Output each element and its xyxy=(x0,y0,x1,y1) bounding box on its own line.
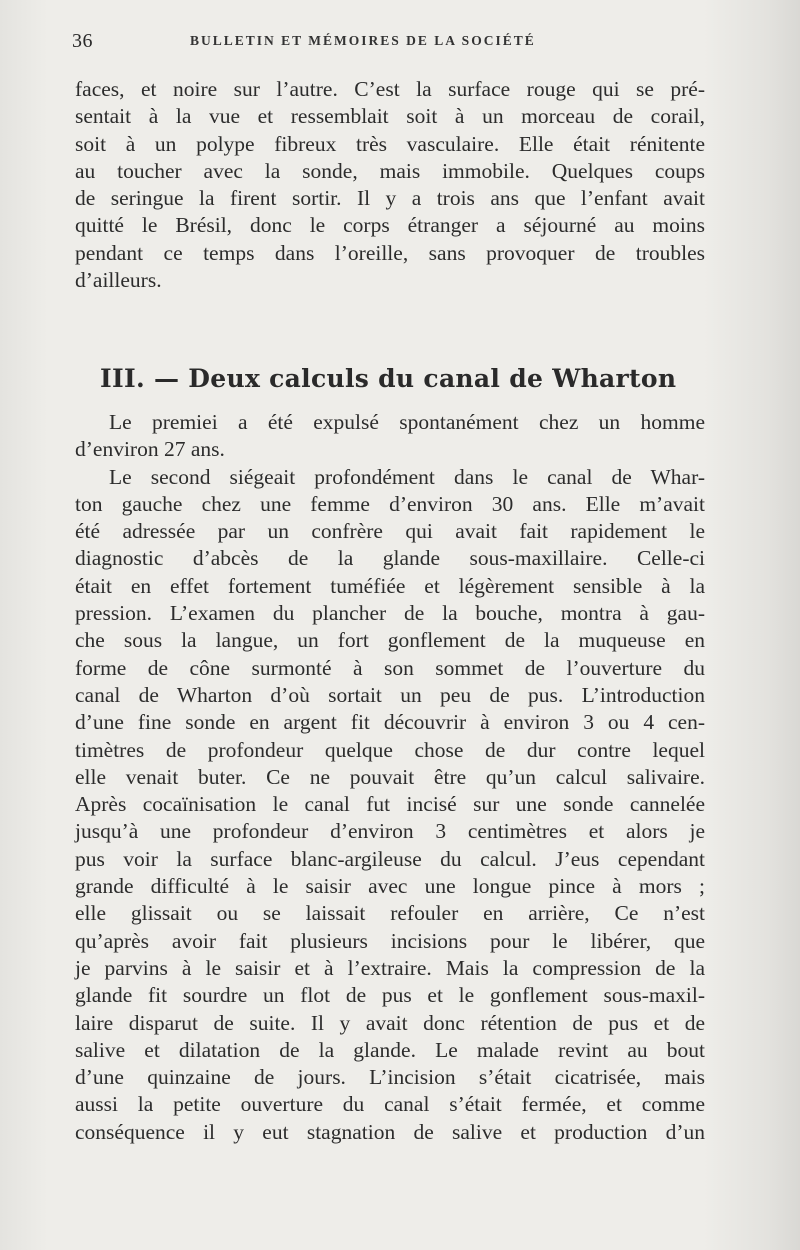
text-line: elle venait buter. Ce ne pouvait être qu’un calcul salivaire. xyxy=(75,764,705,789)
text-line: été adressée par un confrère qui avait fait rapidement le xyxy=(75,519,705,544)
text-line: salive et dilatation de la glande. Le malade revint au bout xyxy=(75,1037,705,1062)
text-line: Le premiei a été expulsé spontanément chez un homme xyxy=(109,410,705,434)
text-line: d’une quinzaine de jours. L’incision s’était cicatrisée, mais xyxy=(75,1065,705,1090)
text-line: d’environ 27 ans. xyxy=(75,437,225,462)
text-line: pendant ce temps dans l’oreille, sans provoquer de troubles xyxy=(75,240,705,265)
text-line: faces, et noire sur l’autre. C’est la surface rouge qui se pré- xyxy=(75,77,705,101)
text-line: jusqu’à une profondeur d’environ 3 centimètres et alors je xyxy=(75,819,705,844)
section-title: III. — Deux calculs du canal de Wharton xyxy=(100,363,677,393)
text-line: je parvins à le saisir et à l’extraire. Mais la compression de la xyxy=(75,955,705,980)
text-line: qu’après avoir fait plusieurs incisions pour le libérer, que xyxy=(75,928,705,953)
text-line: glande fit sourdre un flot de pus et le gonflement sous-maxil- xyxy=(75,983,705,1008)
text-line: aussi la petite ouverture du canal s’était fermée, et comme xyxy=(75,1092,705,1117)
text-line: soit à un polype fibreux très vasculaire. Elle était rénitente xyxy=(75,131,705,156)
text-line: sentait à la vue et ressemblait soit à un morceau de corail, xyxy=(75,104,705,129)
text-line: canal de Wharton d’où sortait un peu de pus. L’introduction xyxy=(75,682,705,707)
text-line: timètres de profondeur quelque chose de dur contre lequel xyxy=(75,737,705,762)
text-line: d’une fine sonde en argent fit découvrir à environ 3 ou 4 cen- xyxy=(75,710,705,735)
text-line: de seringue la firent sortir. Il y a trois ans que l’enfant avait xyxy=(75,186,705,211)
paragraph-continued xyxy=(75,76,705,294)
text-line: pus voir la surface blanc-argileuse du calcul. J’eus cependant xyxy=(75,846,705,871)
text-line: elle glissait ou se laissait refouler en arrière, Ce n’est xyxy=(75,901,705,926)
page-number: 36 xyxy=(72,30,93,52)
text-line: forme de cône surmonté à son sommet de l’ouverture du xyxy=(75,655,705,680)
text-line: laire disparut de suite. Il y avait donc rétention de pus et de xyxy=(75,1010,705,1035)
text-line: pression. L’examen du plancher de la bouche, montra à gau- xyxy=(75,601,705,626)
running-head: BULLETIN ET MÉMOIRES DE LA SOCIÉTÉ xyxy=(190,33,536,48)
text-line: était en effet fortement tuméfiée et légèrement sensible à la xyxy=(75,573,705,598)
text-line: Après cocaïnisation le canal fut incisé sur une sonde cannelée xyxy=(75,792,705,817)
text-line: d’ailleurs. xyxy=(75,268,162,293)
text-line: ton gauche chez une femme d’environ 30 ans. Elle m’avait xyxy=(75,491,705,516)
page-header xyxy=(72,30,712,56)
text-line: diagnostic d’abcès de la glande sous-maxillaire. Celle-ci xyxy=(75,546,705,571)
text-line: quitté le Brésil, donc le corps étranger a séjourné au moins xyxy=(75,213,705,238)
text-line: Le second siégeait profondément dans le canal de Whar- xyxy=(109,464,705,489)
text-line: conséquence il y eut stagnation de salive et production d’un xyxy=(75,1119,705,1144)
text-line: che sous la langue, un fort gonflement de la muqueuse en xyxy=(75,628,705,653)
section-body xyxy=(75,409,705,1146)
text-line: au toucher avec la sonde, mais immobile. Quelques coups xyxy=(75,158,705,183)
text-line: grande difficulté à le saisir avec une longue pince à mors ; xyxy=(75,874,705,899)
